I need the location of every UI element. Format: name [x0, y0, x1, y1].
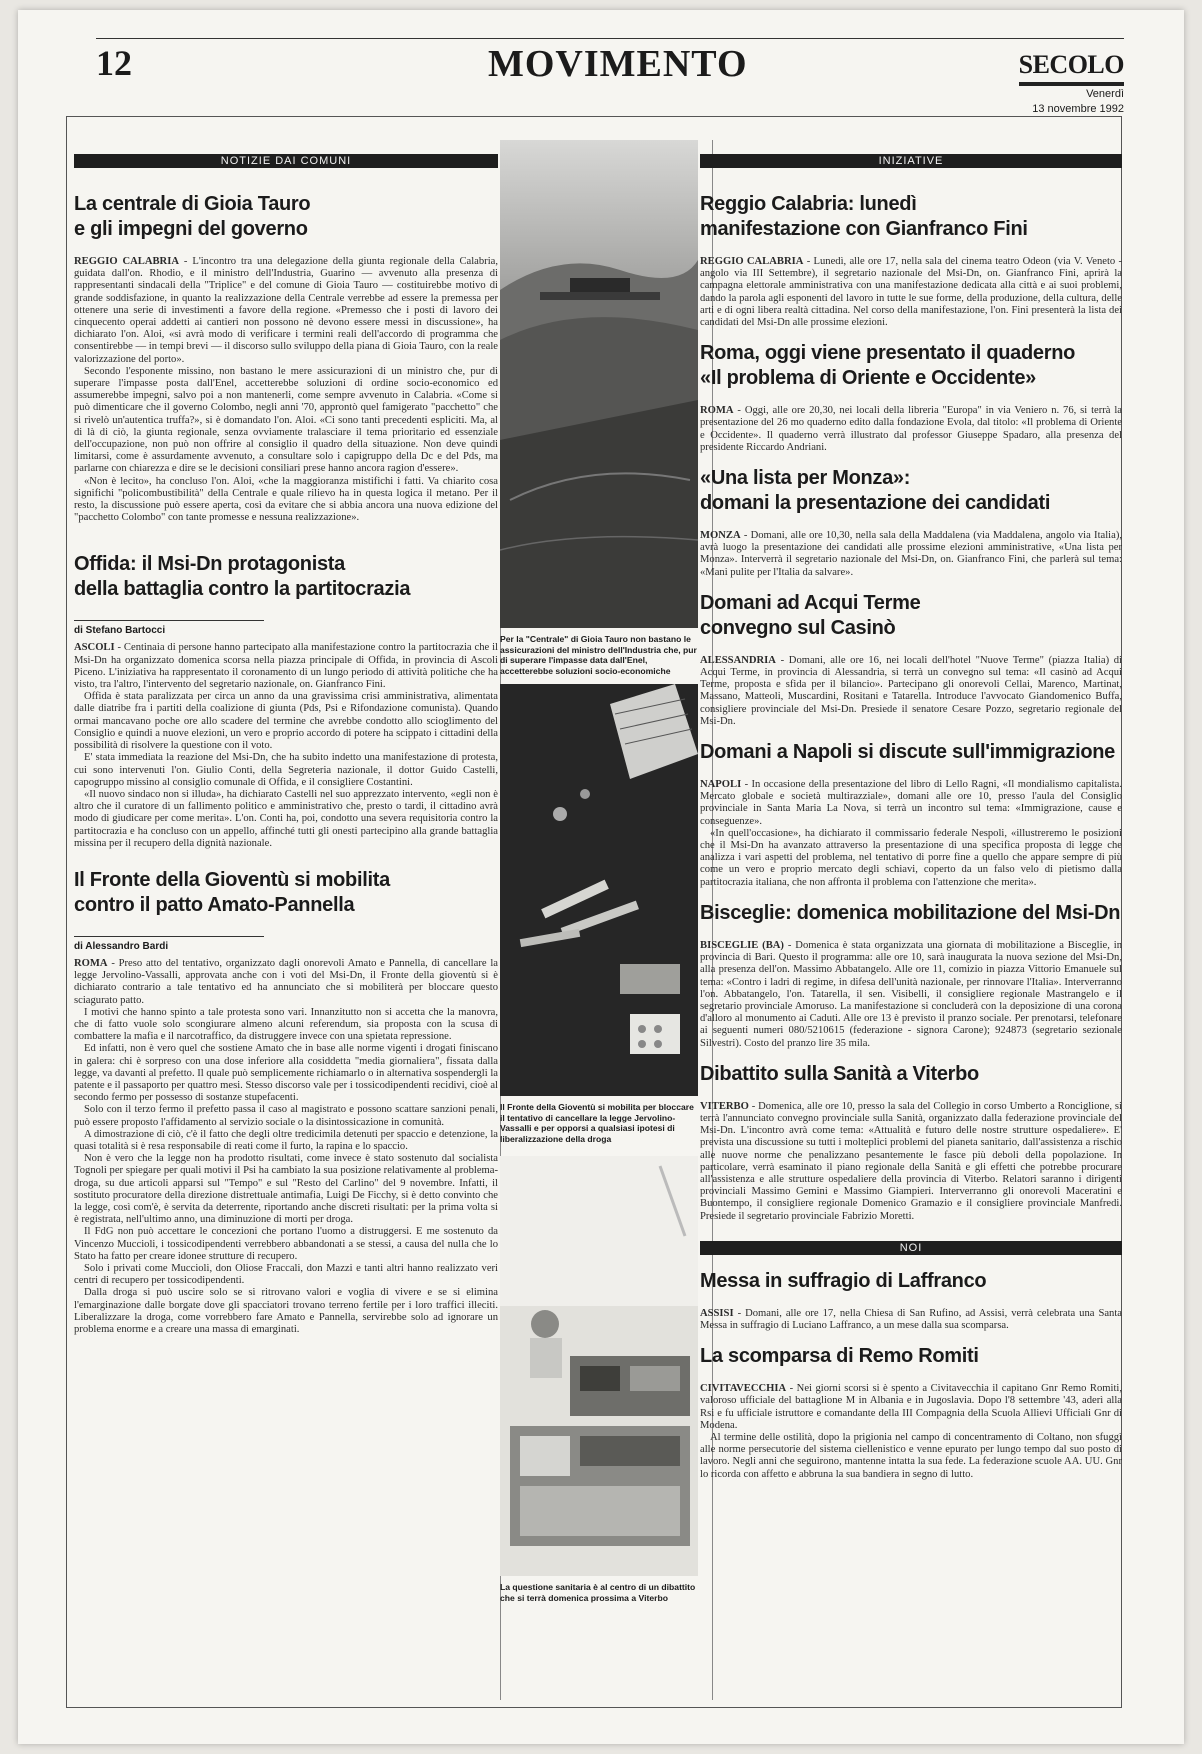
- center-column: [492, 140, 708, 1611]
- article-body: CIVITAVECCHIA - Nei giorni scorsi si è spento a Civitavecchia il capitano Gnr Remo Romiti, valoroso ufficiale del battaglione M in Albania e in Jugoslavia. Dopo l'8 settembre '43, aderì alla Rsi e fu ufficiale istruttore e comandante della III Compagnia della Scuola Allievi Ufficiali Gnr di Modena. Al termine delle ostilità, dopo la prigionia nel campo di concentramento di Coltano, non sfuggì alle norme persecutorie del sistema ciellenistico e venne epurato per lungo tempo dal suo posto di lavoro. Negli anni che seguirono, mantenne intatta la sua fede. La federazione scuole AA. UU. Gnr lo ricorda con affetto e abbruna la sua bandiera in segno di lutto.: [700, 1383, 1122, 1480]
- header-rule: [96, 38, 1124, 39]
- article-headline: La scomparsa di Remo Romiti: [700, 1345, 979, 1368]
- article-headline: Roma, oggi viene presentato il quaderno «Il problema di Oriente e Occidente»: [700, 342, 1076, 390]
- article: [700, 740, 1122, 889]
- article-headline: Domani a Napoli si discute sull'immigrazione: [700, 741, 1115, 764]
- section-band-iniziative: INIZIATIVE: [700, 154, 1122, 168]
- article: [74, 192, 498, 524]
- article: [700, 192, 1122, 329]
- photo-drugs: [500, 684, 698, 1096]
- landscape-photo: [500, 140, 698, 628]
- newspaper-logo: SECOLO: [1019, 50, 1124, 86]
- article-body: REGGIO CALABRIA - L'incontro tra una delegazione della giunta regionale della Calabria, guidata dall'on. Rhodio, e il ministro dell'Industria, Guarino — avvenuto alla presenza di rappresentanti sindacali della "Triplice" e del comune di Gioia Tauro — costituirebbe motivo di grande soddisfazione, in quanto la realizzazione della Centrale verrebbe ad essere la premessa per ottenere una serie di investimenti a favore della regione. «Premesso che i posti di lavoro dei cinquecento operai addetti ai cantieri non possono nè devono essere messi in discussione», ha dichiarato l'on. Aloi, «si avrà modo di verificare i termini reali dell'accordo di programma che consentirebbe — in tempi brevi — il discorso sullo sviluppo della piana di Gioia Tauro, con la reale valorizzazione del porto». Secondo l'esponente missino, non bastano le mere assicurazioni di un ministro che, pur di superare l'impasse posta dall'Enel, accetterebbe soluzioni di ordine socio-economico ed assumerebbe impegni, salvo poi a non mantenerli, come sempre avvenuto in Calabria. «Come si può dimenticare che il governo Colombo, negli anni '70, approntò quel famigerato "pacchetto" che si rivelò un'autentica truffa?», si è domandato l'on. Aloi. «Ci sono tanti precedenti espliciti. Ma, al di là di ciò, la giunta regionale, senza ovviamente tralasciare il tema prioritario ed essenziale dell'occupazione, non può non offrire al consiglio il quadro della situazione. Non deve quindi limitarsi, come è assurdamente avvenuto, a consultare solo i capigruppo della Dc e del Pds, ma parlarne con chiarezza e dire se le decisioni consiliari prese hanno ancora ragion d'essere». «Non è lecito», ha concluso l'on. Aloi, «che la maggioranza mistifichi i fatti. Va chiarito cosa significhi "policombustibilità" della Centrale e quale rilievo ha in questa logica il metano. Per il resto, la discussione può essere aperta, così da evitare che si abbia ancora una nuova edizione del "pacchetto Colombo" con tante promesse e nessuna realizzazione».: [74, 256, 498, 524]
- article-headline: Il Fronte della Gioventù si mobilita contro il patto Amato-Pannella: [74, 868, 390, 916]
- article: [74, 552, 498, 849]
- photo-caption: Per la "Centrale" di Gioia Tauro non bastano le assicurazioni del ministro dell'Industria che, pur di superare l'impasse data dall'Enel, accetterebbe soluzioni socio-economiche: [500, 634, 697, 676]
- article: [700, 466, 1122, 579]
- article-body: BISCEGLIE (BA) - Domenica è stata organizzata una giornata di mobilitazione a Bisceglie, in provincia di Bari. Questo il programma: alle ore 10, sarà inaugurata la nuova sezione del Msi-Dn, alla presenza dell'on. Massimo Abbatangelo. Alle ore 11, comizio in piazza Vittorio Emanuele sul tema: «Contro i ladri di regime, in difesa dell'unità nazionale, per rinnovare l'Italia». Interverranno l'on. Abbatangelo, l'on. Tatarella, il sen. Visibelli, il consigliere regionale Mastrangelo e il segretario provinciale Amoruso. La manifestazione si concluderà con la deposizione di una corona d'alloro al monumento ai Caduti. Alle ore 13 è previsto il pranzo sociale. Per prenotarsi, telefonare ai seguenti numeri 080/5210615 (federazione - signora Carone); 924873 (segretario sezionale Silvestri). Costo del pranzo lire 35 mila.: [700, 939, 1122, 1049]
- issue-date: 13 novembre 1992: [1032, 103, 1124, 115]
- photo-caption: Il Fronte della Gioventù si mobilita per bloccare il tentativo di cancellare la legge Jervolino-Vassalli e per opporsi a qualsiasi ipotesi di liberalizzazione della droga: [500, 1102, 694, 1144]
- article: [700, 901, 1122, 1050]
- issue-weekday: Venerdì: [1086, 88, 1124, 100]
- article-headline: «Una lista per Monza»: domani la presentazione dei candidati: [700, 467, 1051, 515]
- section-band-noi: NOI: [700, 1241, 1122, 1255]
- page-number: 12: [96, 43, 132, 83]
- syringes-photo: [500, 684, 698, 1096]
- section-title: MOVIMENTO: [488, 43, 748, 85]
- photo-caption: La questione sanitaria è al centro di un dibattito che si terrà domenica prossima a Viterbo: [500, 1582, 696, 1603]
- article-headline: Reggio Calabria: lunedì manifestazione con Gianfranco Fini: [700, 193, 1028, 240]
- article-body: MONZA - Domani, alle ore 10,30, nella sala della Maddalena (via Maddalena, angolo via Italia), avrà luogo la presentazione dei candidati alle prossime elezioni amministrative, «Una lista per Monza». Interverrà il segretario nazionale del Msi-Dn, on. Gianfranco Fini, che parlerà sul tema: «Mani pulite per l'Italia da salvare».: [700, 530, 1122, 578]
- article: [700, 1344, 1122, 1481]
- article: [700, 1269, 1122, 1332]
- article-body: VITERBO - Domenica, alle ore 10, presso la sala del Collegio in corso Umberto a Ronciglione, si terrà l'annunciato convegno provinciale sulla Sanità, organizzato dalla federazione provinciale del Msi-Dn. L'incontro avrà come tema: «Attualità e futuro delle nostre strutture ospedaliere». E' prevista una discussione su tutti i molteplici problemi del pianeta sanitario, dall'assistenza a rischio alle nuove norme che penalizzano pesantemente le fasce più deboli della popolazione. In particolare, verrà esaminato il piano regionale della Sanità e gli effetti che potrebbe procurare all'assistenza e alle strutture ospedaliere della provincia di Viterbo. Relatori saranno i dirigenti provinciali Massimo Gemini e Massimo Giampieri. Interverranno gli onorevoli Maceratini e Buontempo, il consigliere regionale Domenico Gramazio e il consigliere provinciale Manfredi. Presiede il segretario provinciale Fabrizio Moretti.: [700, 1100, 1122, 1222]
- article-body: ROMA - Oggi, alle ore 20,30, nei locali della libreria "Europa" in via Veniero n. 76, si terrà la presentazione del 26 mo quaderno edito dalla fondazione Evola, dal titolo: «Il problema di Oriente e Occidente». Il quaderno verrà illustrato dal professor Giuseppe Spadaro, alla presenza del presidente Riccardo Andriani.: [700, 405, 1122, 453]
- article-body: ROMA - Preso atto del tentativo, organizzato dagli onorevoli Amato e Pannella, di cancellare la legge Jervolino-Vassalli, approvata anche con i voti del Msi-Dn, il Fronte della gioventù si è dichiarato contrario a tale tentativo ed ha annunciato che si mobiliterà per bloccare questo sciagurato patto. I motivi che hanno spinto a tale protesta sono vari. Innanzitutto non si accetta che la manovra, che di fatto vuole solo scongiurare almeno alcuni referendum, sia proposta con la scusa di combattere la mafia e il narcotraffico, da distruggere invece con una spietata repressione. Ed infatti, non è vero quel che sostiene Amato che in base alle norme vigenti i drogati finiscano in galera: chi è sorpreso con una dose inferiore alla cosiddetta "media giornaliera", fissata dalla legge, va davanti al prefetto. Il quale può semplicemente richiamarlo o in alternativa sospendergli la patente e il passaporto per quattro mesi. Stesso discorso vale per i tossicodipendenti recidivi, cioè al secondo fermo per possesso di sostanze stupefacenti. Solo con il terzo fermo il prefetto passa il caso al magistrato e possono scattare sanzioni penali, può essere proposto l'affidamento al servizio sociale o la disintossicazione in comunità. A dimostrazione di ciò, c'è il fatto che degli oltre tredicimila detenuti per spaccio e detenzione, la quasi totalità si è resa responsabile di reati come il furto, la rapina e lo spaccio. Non è vero che la legge non ha prodotto risultati, come invece è stato sostenuto dal socialista Tognoli per spiegare per quali motivi il Psi ha cambiato la sua posizione relativamente al problema-droga, su due articoli apparsi sul "Tempo" e sul "Resto del Carlino" del 9 novembre. Infatti, il sostituto procuratore della direzione distrettuale antimafia, Luigi De Ficchy, si è detto convinto che la legge, così com'è, è servita da deterrente, riportando anche discreti risultati: per la prima volta si è registrata, nell'ultimo anno, una diminuzione di morti per droga. Il FdG non può accettare le concezioni che portano l'uomo a distruggersi. E me sostenuto da Vincenzo Muccioli, i tossicodipendenti verrebbero abbandonati a se stessi, a causa del nulla che lo Stato ha fatto per creare idonee strutture di recupero. Solo i privati come Muccioli, don Oliose Fraccali, don Mazzi e tanti altri hanno realizzato veri centri di recupero per tossicodipendenti. Dalla droga si può uscire solo se si ritrovano valori e voglia di vivere e se si elimina l'emarginazione dalle borgate dove gli spacciatori trovano terreno fertile per i loro traffici illeciti. Liberalizzare la droga, come vorrebbero fare Amato e Pannella, servirebbe solo ad ignorare un problema enorme e a creare una massa di emarginati.: [74, 957, 498, 1336]
- article-headline: Offida: il Msi-Dn protagonista della battaglia contro la partitocrazia: [74, 553, 411, 601]
- byline: di Stefano Bartocci: [74, 620, 264, 636]
- left-column: [74, 154, 498, 1336]
- article-body: NAPOLI - In occasione della presentazione del libro di Lello Ragni, «Il mondialismo capitalista. Mercato globale e società multirazziale», domani alle ore 10, presso l'aula del Consiglio provinciale in Santa Maria La Nova, si terrà un incontro sul tema: «Immigrazione, cause e conseguenze». «In quell'occasione», ha dichiarato il commissario federale Nespoli, «illustreremo le posizioni che il Msi-Dn ha avanzato attraverso la presentazione di una specifica proposta di legge che analizza i vari aspetti del problema, nel tentativo di porre fine a quello che appare sempre di più come un vero e proprio mercato degli schiavi, coperto da un falso velo di pietismo dalla partitocrazia italiana, che non affronta il problema con l'attenzione che merita».: [700, 779, 1122, 888]
- photo-hospital: [500, 1156, 698, 1576]
- byline: di Alessandro Bardi: [74, 936, 264, 952]
- article-headline: Domani ad Acqui Terme convegno sul Casinò: [700, 591, 921, 639]
- article-body: ASCOLI - Centinaia di persone hanno partecipato alla manifestazione contro la partitocrazia che il Msi-Dn ha organizzato domenica scorsa nella piazza principale di Offida, in provincia di Ascoli Piceno. L'iniziativa ha rappresentato il coronamento di un lungo periodo di attività politiche che ha visto, tra l'altro, l'intervento del segretario nazionale, on. Gianfranco Fini. Offida è stata paralizzata per circa un anno da una gravissima crisi amministrativa, alimentata dalle diatribe fra i partiti della coalizione di giunta (Pds, Psi e Rifondazione comunista). Quando ormai mancavano poche ore allo scadere del termine che avrebbe condotto allo scioglimento del Consiglio e quindi a nuove elezioni, un vero e proprio accordo di potere ha scippato i cittadini della possibilità di risolvere la questione con il voto. E' stata immediata la reazione del Msi-Dn, che ha subito indetto una manifestazione di protesta, cui sono intervenuti l'on. Giulio Conti, della Segreteria nazionale, il dottor Guido Castelli, capogruppo missino al consiglio comunale di Offida, e il consigliere Costantini. «Il nuovo sindaco non si illuda», ha dichiarato Castelli nel suo apprezzato intervento, «egli non è altro che il curatore di un fallimento politico e amministrativo che, presto o tardi, il cittadino avrà modo di giudicare per come merita». L'on. Conti ha, poi, condotto una severa requisitoria contro la partitocrazia e ha concluso con un appello, affinché tutti gli onesti partecipino alla grande battaglia missina per il recupero della dignità nazionale.: [74, 642, 498, 849]
- article-headline: Bisceglie: domenica mobilitazione del Msi-Dn: [700, 901, 1121, 924]
- article: [700, 1062, 1122, 1223]
- photo-gioia-tauro: [500, 140, 698, 628]
- right-column: [700, 154, 1122, 1481]
- article-headline: La centrale di Gioia Tauro e gli impegni del governo: [74, 193, 311, 240]
- article: [700, 591, 1122, 728]
- article-headline: Messa in suffragio di Laffranco: [700, 1269, 987, 1292]
- article: [74, 868, 498, 1336]
- article-headline: Dibattito sulla Sanità a Viterbo: [700, 1062, 979, 1085]
- section-band-notizie: NOTIZIE DAI COMUNI: [74, 154, 498, 168]
- masthead: [1019, 50, 1124, 116]
- article-body: ALESSANDRIA - Domani, alle ore 16, nei locali dell'hotel "Nuove Terme" (piazza Italia) di Acqui Terme, in provincia di Alessandria, si terrà un convegno sul tema: «Il casinò ad Acqui Terme, proposta e sfida per il bilancio». Partecipano gli onorevoli Cellai, Marenco, Martinat, Massano, Matteoli, Muscardini, Rositani e Tatarella. Introduce l'avvocato Giandomenico Buffa, consigliere provinciale del Msi-Dn. Presiede il senatore Cesare Pozzo, segretario regionale del Msi-Dn.: [700, 654, 1122, 727]
- article-body: REGGIO CALABRIA - Lunedì, alle ore 17, nella sala del cinema teatro Odeon (via V. Veneto - angolo via III Settembre), il segretario nazionale del Msi-Dn, on. Gianfranco Fini, aprirà la campagna elettorale amministrativa con una manifestazione dedicata alla città e ai suoi problemi, dando la parola agli esponenti del lavoro in tutte le sue forme, della produzione, della cultura, delle arti e di ogni libera realtà cittadina. Nel corso della manifestazione, l'on. Fini presenterà la lista dei candidati del Msi-Dn alle prossime elezioni.: [700, 256, 1122, 329]
- hospital-photo: [500, 1156, 698, 1576]
- article: [700, 341, 1122, 454]
- article-body: ASSISI - Domani, alle ore 17, nella Chiesa di San Rufino, ad Assisi, verrà celebrata una Santa Messa in suffragio di Luciano Laffranco, a un mese dalla sua scomparsa.: [700, 1307, 1122, 1331]
